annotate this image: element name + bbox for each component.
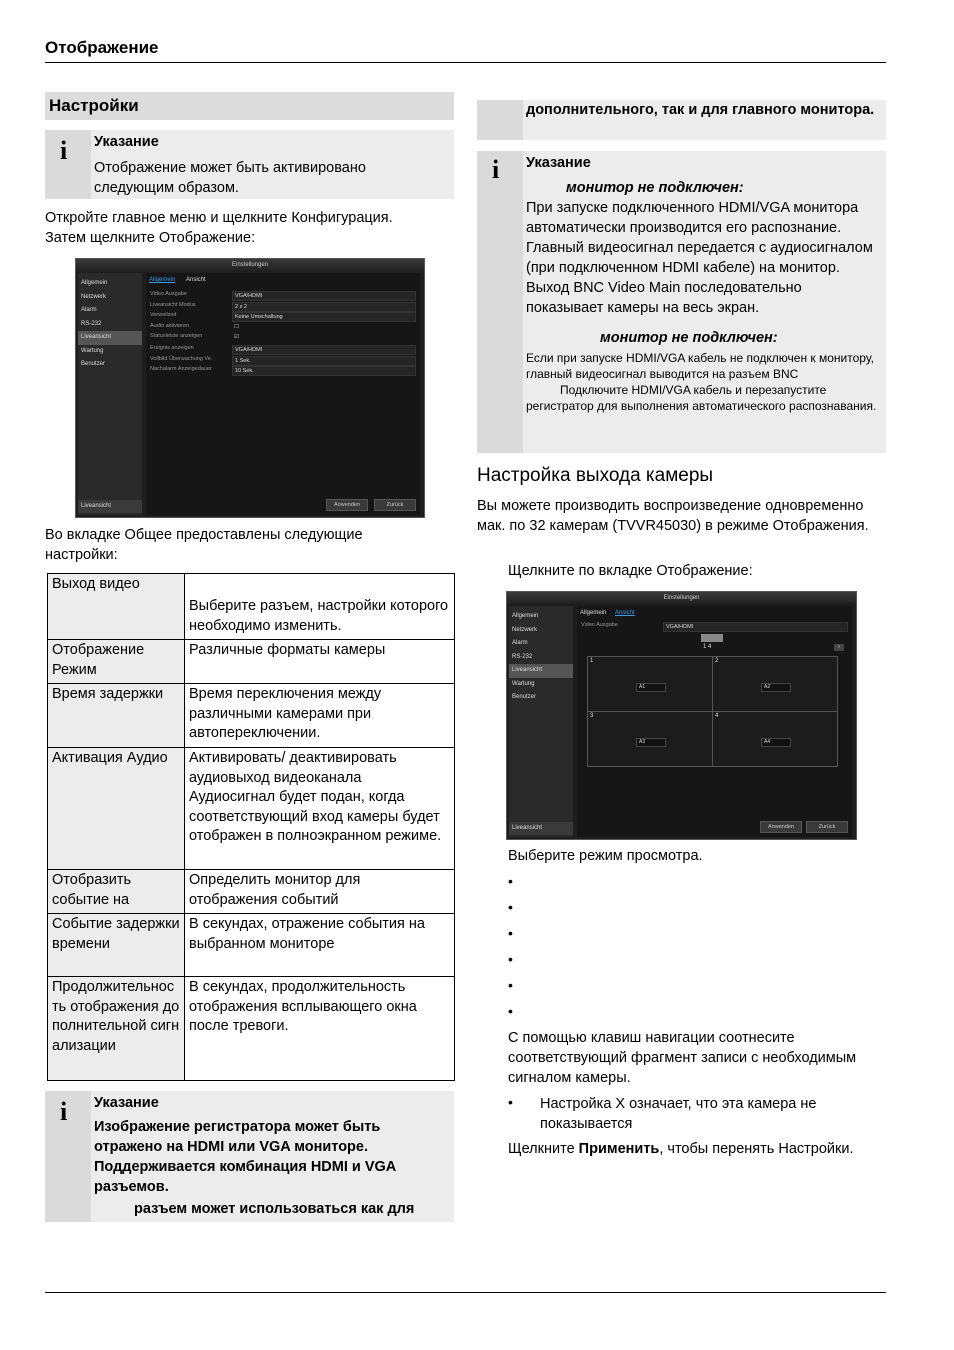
table-row xyxy=(48,574,455,640)
bullet-mark: • xyxy=(508,1094,513,1110)
table-value xyxy=(185,574,455,640)
page-header-title: Отображение xyxy=(45,38,159,57)
tab-ansicht[interactable]: Ansicht xyxy=(615,610,635,616)
settings-sidebar xyxy=(78,273,142,515)
note-text-part: Подключите HDMI/VGA кабель и перезапустите регистратор для выполнения автоматического распознавания. xyxy=(526,383,877,413)
table-key: Выход видео xyxy=(48,574,185,640)
setting-label: Vollbild Überwachung Ve. xyxy=(150,355,213,362)
setting-value[interactable]: VGA/HDMI xyxy=(232,291,416,301)
sidebar-item-allgemein[interactable]: Allgemein xyxy=(81,280,108,286)
sidebar-item-liveansicht[interactable]: Liveansicht xyxy=(78,331,142,345)
table-value: В секундах, отражение события на выбранном мониторе xyxy=(185,914,455,977)
setting-label: Statusleiste anzeigen xyxy=(150,333,203,339)
sidebar-item-benutzer[interactable]: Benutzer xyxy=(512,694,537,700)
note-text: Изображение регистратора может быть отражено на HDMI или VGA мониторе. Поддерживается комбинация HDMI и VGA разъемов. xyxy=(94,1119,396,1195)
info-icon: i xyxy=(45,1091,91,1222)
camera-cell-1[interactable] xyxy=(587,656,713,712)
setting-value[interactable]: VGA/HDMI xyxy=(232,345,416,355)
window-title: Einstellungen xyxy=(76,259,424,271)
info-icon: i xyxy=(45,130,91,199)
sidebar-item-alarm[interactable]: Alarm xyxy=(81,307,97,313)
sidebar-item-alarm[interactable]: Alarm xyxy=(512,640,528,646)
checkbox[interactable]: ☑ xyxy=(234,334,239,340)
sidebar-item-wartung[interactable]: Wartung xyxy=(512,680,535,687)
cell-number: 3 xyxy=(590,713,594,719)
setting-label: Audio aktivieren xyxy=(150,322,190,329)
liveansicht-button[interactable]: Liveansicht xyxy=(78,500,142,514)
section-settings-heading: Настройки xyxy=(45,92,454,120)
intro-line-1: Откройте главное меню и щелкните Конфигурация. xyxy=(45,210,393,226)
checkbox[interactable]: ☐ xyxy=(234,323,239,330)
note-text-cont: разъем может использоваться как для xyxy=(134,1201,415,1217)
setting-row-live-mode[interactable] xyxy=(150,302,416,311)
note-box-2 xyxy=(45,1091,454,1222)
setting-row-video-output[interactable] xyxy=(150,291,416,300)
setting-row-statusbar[interactable] xyxy=(150,333,416,342)
apply-button[interactable]: Anwenden xyxy=(326,499,368,511)
apply-instruction xyxy=(508,1139,858,1159)
setting-row-event-display[interactable] xyxy=(150,345,416,354)
tab-allgemein[interactable]: Allgemein xyxy=(580,610,607,616)
camera-intro-text: Вы можете производить воспроизведение одновременно мак. по 32 камерам (TVVR45030) в режиме Отображения. xyxy=(477,498,869,534)
table-row xyxy=(48,914,455,977)
table-row xyxy=(48,684,455,748)
camera-cell-4[interactable] xyxy=(712,711,838,767)
empty-bullet: • xyxy=(508,899,513,915)
setting-value[interactable]: 1 Sek. xyxy=(232,356,416,366)
tab-allgemein[interactable]: Allgemein xyxy=(149,277,176,283)
note-box-3 xyxy=(477,151,886,453)
cell-number: 2 xyxy=(715,658,719,664)
sidebar-item-liveansicht[interactable]: Liveansicht xyxy=(509,664,573,678)
note-box-1 xyxy=(45,130,454,199)
note-text: дополнительного, так и для главного монитора. xyxy=(526,102,875,118)
table-key: Активация Аудио xyxy=(48,748,185,870)
table-key: Отображение Режим xyxy=(48,640,185,684)
setting-label: Ereignis anzeigen xyxy=(150,345,194,351)
settings-screenshot-general xyxy=(75,258,425,518)
tab-ansicht[interactable]: Ansicht xyxy=(186,277,206,283)
setting-row-post-alarm[interactable] xyxy=(150,366,416,375)
setting-row-fullscreen[interactable] xyxy=(150,356,416,365)
note-text: При запуске подключенного HDMI/VGA монитора автоматически производится его распознание. Главный видеосигнал передается с аудиосигналом (при подключенном HDMI кабеле) на монитор. Выход BNC Video Main последовательно показывает камеры на весь экран. xyxy=(526,200,873,316)
sidebar-item-netzwerk[interactable]: Netzwerk xyxy=(81,293,107,300)
setting-label: Video Ausgabe xyxy=(150,291,187,297)
table-row xyxy=(48,748,455,870)
camera-select[interactable]: A4 xyxy=(761,738,791,747)
setting-value[interactable]: 2 x 2 xyxy=(232,302,416,312)
table-value: В секундах, продолжительность отображения всплывающего окна после тревоги. xyxy=(185,977,455,1081)
select-mode-text: Выберите режим просмотра. xyxy=(508,848,703,864)
info-icon: i xyxy=(477,151,523,453)
table-key: Отобразить событие на xyxy=(48,870,185,914)
note-heading: Указание xyxy=(526,155,591,171)
back-button[interactable]: Zurück xyxy=(374,499,416,511)
camera-cell-3[interactable] xyxy=(587,711,713,767)
sidebar-item-rs232[interactable]: RS-232 xyxy=(81,320,102,327)
note-text-part: Если при запуске HDMI/VGA кабель не подключен к монитору, главный видеосигнал выводится на разъем BNC xyxy=(526,351,874,381)
note-subheading: монитор не подключен: xyxy=(600,330,778,346)
setting-value[interactable]: VGA/HDMI xyxy=(663,622,848,632)
table-key: Время задержки xyxy=(48,684,185,748)
layout-mode-icon[interactable] xyxy=(701,634,723,642)
window-title: Einstellungen xyxy=(507,592,856,604)
intro-line-2: Затем щелкните Отображение: xyxy=(45,230,256,246)
empty-bullet: • xyxy=(508,1003,513,1019)
section-camera-heading: Настройка выхода камеры xyxy=(477,465,714,486)
tab-intro-text xyxy=(45,525,455,565)
setting-label: Nachalarm Anzeigedauer xyxy=(150,366,212,372)
cell-number: 4 xyxy=(715,713,719,719)
empty-bullet: • xyxy=(508,977,513,993)
sidebar-item-rs232[interactable]: RS-232 xyxy=(512,653,533,660)
table-row xyxy=(48,977,455,1081)
back-button[interactable]: Zurück xyxy=(806,821,848,833)
table-value: Активировать/ деактивировать аудиовыход видеоканала Аудиосигнал будет подан, когда соответствующий вход камеры будет отображен в полноэкранном режиме. xyxy=(185,748,455,870)
setting-row-dwell-time[interactable] xyxy=(150,312,416,321)
settings-screenshot-view xyxy=(506,591,857,840)
table-value: Время переключения между различными камерами при автопереключении. xyxy=(185,684,455,748)
settings-main-panel xyxy=(146,273,420,515)
sidebar-item-wartung[interactable]: Wartung xyxy=(81,347,104,354)
note-text: Отображение может быть активировано следующим образом. xyxy=(94,160,366,196)
apply-text-post: , чтобы перенять Настройки. xyxy=(659,1141,854,1157)
table-row xyxy=(48,640,455,684)
bullet-x-text: Настройка X означает, что эта камера не показывается xyxy=(540,1096,817,1132)
sidebar-item-benutzer[interactable]: Benutzer xyxy=(81,361,106,367)
settings-sidebar xyxy=(509,606,573,837)
intro-text xyxy=(45,208,455,248)
setting-row-video-output[interactable] xyxy=(581,622,848,631)
table-value: Определить монитор для отображения событий xyxy=(185,870,455,914)
camera-select[interactable]: A2 xyxy=(761,683,791,692)
click-tab-text: Щелкните по вкладке Отображение: xyxy=(508,563,753,579)
table-row xyxy=(48,870,455,914)
page-indicator: 1 4 xyxy=(703,644,712,650)
tab-intro-line-2: настройки: xyxy=(45,547,118,563)
settings-table xyxy=(47,573,455,1081)
note-box-2-continued xyxy=(477,100,886,140)
cell-number: 1 xyxy=(590,658,594,664)
navigation-text: С помощью клавиш навигации соотнесите соответствующий фрагмент записи с необходимым сигналом камеры. xyxy=(508,1030,857,1086)
camera-select[interactable]: A1 xyxy=(636,683,666,692)
view-main-panel xyxy=(577,606,852,837)
table-key: Событие задержки времени xyxy=(48,914,185,977)
setting-label: Verweilzeit xyxy=(150,312,177,318)
note-heading: Указание xyxy=(94,1095,159,1111)
setting-label: Liveansicht Modus xyxy=(150,301,196,308)
setting-row-audio[interactable] xyxy=(150,323,416,332)
note-text-small xyxy=(526,350,880,414)
note-icon-strip xyxy=(477,100,523,140)
table-value: Различные форматы камеры xyxy=(185,640,455,684)
note-heading: Указание xyxy=(94,134,159,150)
header-divider xyxy=(45,62,886,63)
camera-select[interactable]: A3 xyxy=(636,738,666,747)
setting-value[interactable]: 10 Sek. xyxy=(232,366,416,376)
empty-bullet: • xyxy=(508,873,513,889)
sidebar-item-netzwerk[interactable]: Netzwerk xyxy=(512,626,538,633)
setting-label: Video Ausgabe xyxy=(581,622,618,628)
note-subheading: монитор не подключен: xyxy=(566,180,744,196)
next-page-arrow-icon[interactable]: › xyxy=(834,644,844,651)
table-key: Продолжительность отображения дополнительной сигнализации xyxy=(48,977,185,1081)
apply-text-bold: Применить xyxy=(578,1141,660,1157)
camera-cell-2[interactable] xyxy=(712,656,838,712)
footer-divider xyxy=(45,1292,886,1293)
apply-button[interactable]: Anwenden xyxy=(760,821,802,833)
liveansicht-button[interactable]: Liveansicht xyxy=(509,822,573,836)
tab-intro-line-1: Во вкладке Общее предоставлены следующие xyxy=(45,527,363,543)
apply-text-pre: Щелкните xyxy=(508,1141,579,1157)
empty-bullet: • xyxy=(508,925,513,941)
empty-bullet: • xyxy=(508,951,513,967)
sidebar-item-allgemein[interactable]: Allgemein xyxy=(512,613,539,619)
setting-value[interactable]: Keine Umschaltung xyxy=(232,312,416,322)
table-value-text: Выберите разъем, настройки которого необходимо изменить. xyxy=(189,598,449,634)
